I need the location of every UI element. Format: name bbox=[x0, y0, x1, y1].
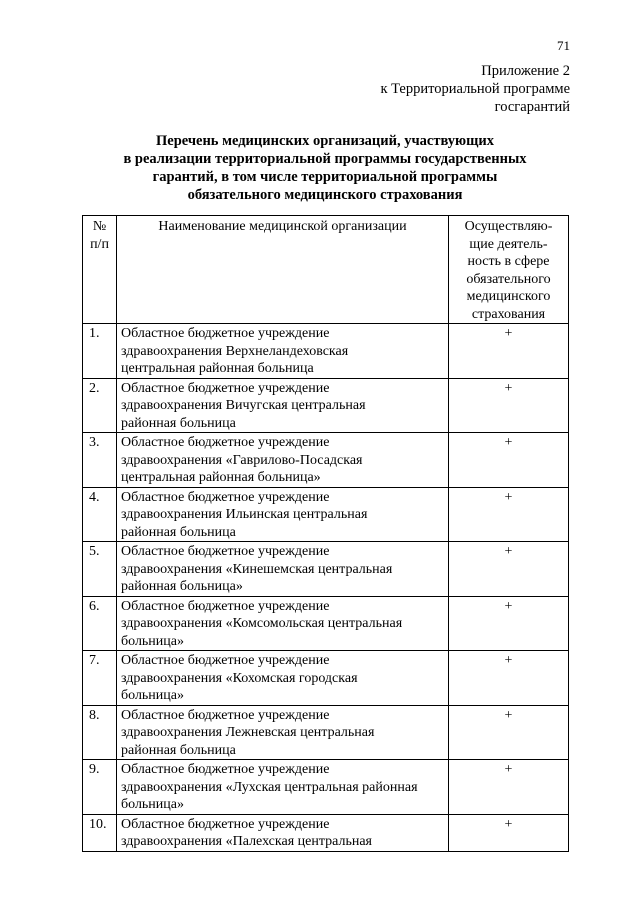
table-row bbox=[83, 378, 569, 433]
name-line: центральная районная больница bbox=[121, 361, 314, 376]
organization-name bbox=[117, 705, 449, 760]
name-line: здравоохранения «Лухская центральная районная bbox=[121, 779, 418, 795]
table-row bbox=[83, 705, 569, 760]
oms-mark: + bbox=[449, 760, 569, 815]
name-line: Областное бюджетное учреждение bbox=[121, 380, 330, 396]
name-line: больница» bbox=[121, 797, 184, 812]
organization-name bbox=[117, 760, 449, 815]
oms-mark: + bbox=[449, 433, 569, 488]
oms-mark: + bbox=[449, 814, 569, 851]
table-header-row bbox=[83, 216, 569, 324]
name-line: здравоохранения «Комсомольская центральная bbox=[121, 616, 403, 631]
table-row bbox=[83, 542, 569, 597]
title-line: Перечень медицинских организаций, участвующих bbox=[155, 133, 494, 149]
name-line: здравоохранения Лежневская центральная bbox=[121, 725, 375, 740]
name-line: районная больница bbox=[121, 742, 236, 758]
organization-name bbox=[117, 814, 449, 851]
organizations-table bbox=[82, 215, 569, 852]
header-oms-participation bbox=[449, 216, 569, 324]
row-number: 8. bbox=[83, 705, 117, 760]
appendix-line: к Территориальной программе bbox=[380, 81, 570, 97]
table-row bbox=[83, 651, 569, 706]
row-number: 7. bbox=[83, 651, 117, 706]
name-line: здравоохранения «Кинешемская центральная bbox=[121, 561, 393, 577]
name-line: Областное бюджетное учреждение bbox=[121, 653, 330, 668]
table-row bbox=[83, 324, 569, 379]
name-line: Областное бюджетное учреждение bbox=[121, 489, 330, 505]
header-oms-line: страхования bbox=[471, 306, 546, 322]
title-line: обязательного медицинского страхования bbox=[187, 187, 463, 203]
table-row bbox=[83, 760, 569, 815]
name-line: Областное бюджетное учреждение bbox=[121, 707, 330, 723]
row-number: 3. bbox=[83, 433, 117, 488]
title-line: в реализации территориальной программы государственных bbox=[123, 151, 527, 167]
oms-mark: + bbox=[449, 596, 569, 651]
organization-name bbox=[117, 651, 449, 706]
oms-mark: + bbox=[449, 542, 569, 597]
oms-mark: + bbox=[449, 378, 569, 433]
oms-mark: + bbox=[449, 487, 569, 542]
name-line: здравоохранения «Гаврилово-Посадская bbox=[121, 452, 363, 468]
appendix-line: госгарантий bbox=[494, 99, 570, 115]
organization-name bbox=[117, 324, 449, 379]
header-number bbox=[83, 216, 117, 324]
header-organization-name bbox=[117, 216, 449, 324]
table-row bbox=[83, 433, 569, 488]
name-line: районная больница bbox=[121, 524, 236, 540]
header-number-line: № bbox=[92, 219, 107, 234]
name-line: центральная районная больница» bbox=[121, 470, 321, 485]
name-line: районная больница» bbox=[121, 579, 243, 594]
row-number: 6. bbox=[83, 596, 117, 651]
appendix-line: Приложение 2 bbox=[481, 63, 570, 79]
table-row bbox=[83, 487, 569, 542]
header-name-text: Наименование медицинской организации bbox=[158, 219, 407, 234]
document-title bbox=[82, 132, 568, 204]
page-number: 71 bbox=[557, 38, 570, 53]
name-line: здравоохранения Вичугская центральная bbox=[121, 398, 366, 413]
oms-mark: + bbox=[449, 324, 569, 379]
name-line: больница» bbox=[121, 688, 184, 703]
header-oms-line: медицинского bbox=[466, 289, 551, 304]
name-line: Областное бюджетное учреждение bbox=[121, 544, 330, 559]
name-line: больница» bbox=[121, 633, 184, 649]
header-oms-line: Осуществляю- bbox=[464, 219, 553, 234]
row-number: 2. bbox=[83, 378, 117, 433]
row-number: 4. bbox=[83, 487, 117, 542]
name-line: здравоохранения Верхнеландеховская bbox=[121, 343, 349, 359]
oms-mark: + bbox=[449, 705, 569, 760]
row-number: 9. bbox=[83, 760, 117, 815]
organization-name bbox=[117, 487, 449, 542]
name-line: Областное бюджетное учреждение bbox=[121, 816, 330, 832]
name-line: Областное бюджетное учреждение bbox=[121, 435, 330, 450]
name-line: Областное бюджетное учреждение bbox=[121, 762, 330, 777]
name-line: здравоохранения Ильинская центральная bbox=[121, 507, 368, 522]
header-oms-line: обязательного bbox=[466, 271, 551, 287]
table-row bbox=[83, 814, 569, 851]
header-number-line: п/п bbox=[90, 236, 109, 252]
organization-name bbox=[117, 378, 449, 433]
header-oms-line: ность в сфере bbox=[467, 254, 550, 269]
name-line: Областное бюджетное учреждение bbox=[121, 326, 330, 341]
name-line: здравоохранения «Кохомская городская bbox=[121, 670, 358, 686]
name-line: районная больница bbox=[121, 415, 236, 431]
title-line: гарантий, в том числе территориальной программы bbox=[152, 169, 498, 185]
name-line: Областное бюджетное учреждение bbox=[121, 598, 330, 614]
organization-name bbox=[117, 433, 449, 488]
appendix-reference bbox=[380, 62, 570, 116]
row-number: 10. bbox=[83, 814, 117, 851]
row-number: 1. bbox=[83, 324, 117, 379]
oms-mark: + bbox=[449, 651, 569, 706]
organization-name bbox=[117, 542, 449, 597]
table-row bbox=[83, 596, 569, 651]
name-line: здравоохранения «Палехская центральная bbox=[121, 834, 372, 849]
organization-name bbox=[117, 596, 449, 651]
header-oms-line: щие деятель- bbox=[469, 236, 548, 252]
row-number: 5. bbox=[83, 542, 117, 597]
